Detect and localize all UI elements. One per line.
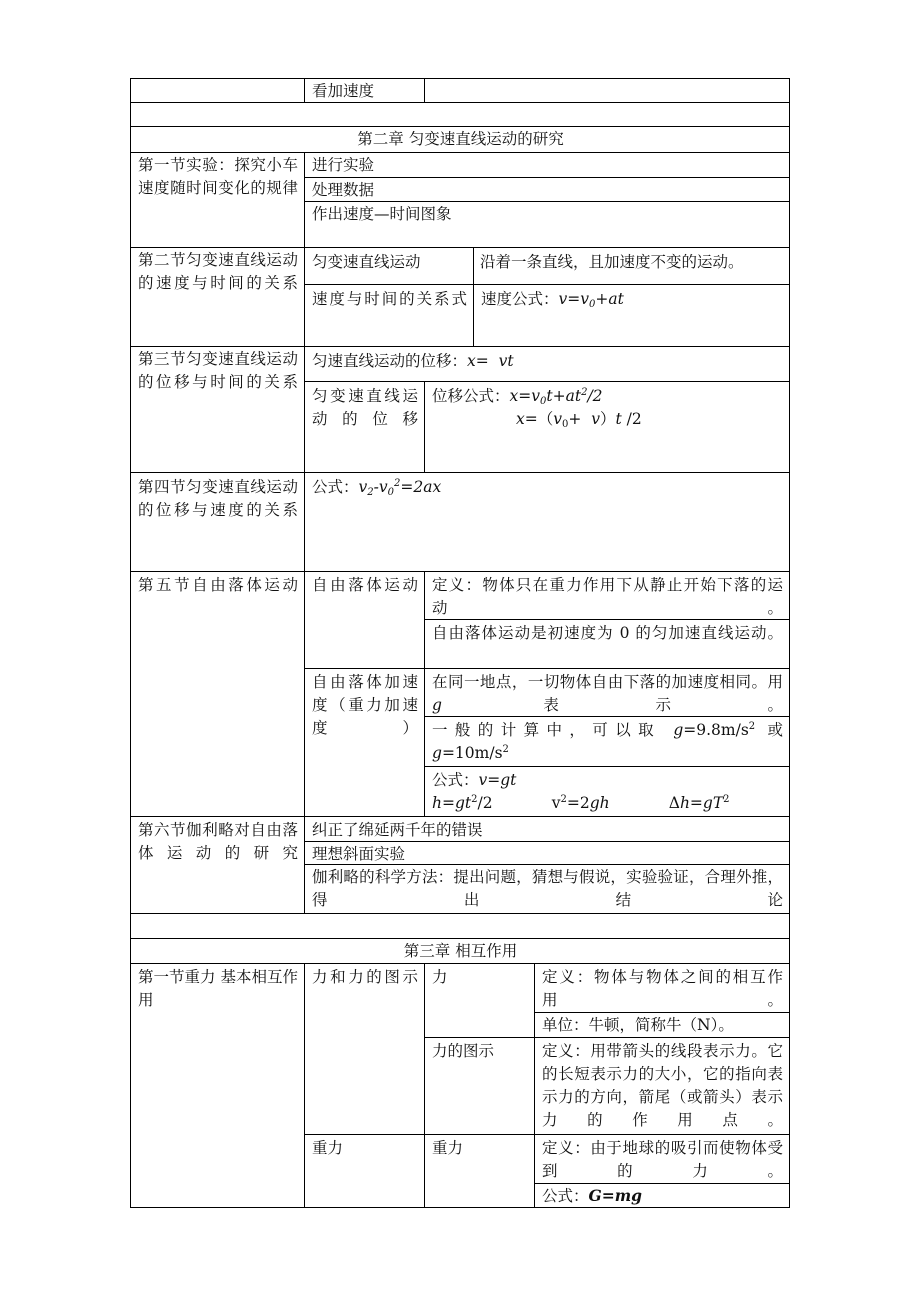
section-2-6-title: 第六节伽利略对自由落体运动的研究 bbox=[138, 821, 298, 862]
gravity-formula-prefix: 公式： bbox=[542, 1187, 589, 1205]
free-fall-formulas bbox=[425, 767, 789, 816]
rule bbox=[130, 78, 790, 79]
uniform-accel-displacement-label: 匀变速直线运动的位移 bbox=[312, 387, 418, 428]
section-2-6-item: 伽利略的科学方法：提出问题，猜想与假说，实验验证，合理外推，得出结论 bbox=[312, 868, 783, 909]
gravity-accel-fact: 在同一地点，一切物体自由下落的加速度相同。用 g 表示。 bbox=[432, 673, 783, 714]
free-fall-formula-1: v=gt bbox=[478, 771, 517, 789]
section-2-2-title: 第二节匀变速直线运动的速度与时间的关系 bbox=[138, 251, 298, 292]
gravity-definition: 定义：由于地球的吸引而使物体受到的力。 bbox=[542, 1139, 783, 1180]
top-row-cell: 看加速度 bbox=[312, 82, 375, 100]
free-fall-label: 自由落体运动 bbox=[312, 576, 418, 594]
rule bbox=[130, 1207, 790, 1208]
force-label: 力 bbox=[432, 968, 448, 986]
chapter-2-title: 第二章 匀变速直线运动的研究 bbox=[357, 130, 564, 148]
velocity-formula-prefix: 速度公式： bbox=[481, 290, 559, 308]
rule bbox=[130, 913, 790, 914]
section-2-1-item: 进行实验 bbox=[312, 156, 375, 174]
force-diagram-definition: 定义：用带箭头的线段表示力。它的长短表示力的大小，它的指向表示力的方向，箭尾（或箭头）表示力的作用点。 bbox=[542, 1042, 783, 1129]
gravity-sublabel: 重力 bbox=[432, 1139, 464, 1157]
velocity-time-label: 速度与时间的关系式 bbox=[312, 290, 467, 308]
uniform-accel-definition: 沿着一条直线，且加速度不变的运动。 bbox=[480, 253, 744, 271]
displacement-formula-2: $x=(v_0+ v)t$ /2 bbox=[516, 410, 642, 430]
rule bbox=[130, 102, 790, 103]
free-fall-formula-2-4: $h=gt^2/2$ $v^2=2gh$ $\Delta h=gT^2$ bbox=[432, 794, 730, 812]
velocity-displacement-formula bbox=[305, 473, 789, 571]
section-2-1-item: 作出速度—时间图象 bbox=[312, 205, 452, 223]
force-diagram-label: 力的图示 bbox=[432, 1042, 495, 1060]
section-3-1-title: 第一节重力 基本相互作用 bbox=[138, 968, 298, 1009]
displacement-formulas bbox=[425, 382, 789, 472]
chapter-3-title: 第三章 相互作用 bbox=[403, 942, 518, 960]
rule bbox=[424, 78, 425, 102]
force-definition: 定义：物体与物体之间的相互作用。 bbox=[542, 968, 783, 1009]
gravity-formula-text: G=mg bbox=[588, 1186, 642, 1205]
uniform-accel-label: 匀变速直线运动 bbox=[312, 253, 421, 271]
displacement-formula-1: $x=v_0t+at^2/2$ bbox=[509, 387, 603, 407]
section-2-1-title: 第一节实验：探究小车速度随时间变化的规律 bbox=[138, 156, 298, 197]
uniform-displacement-formula: x= vt bbox=[467, 352, 514, 370]
free-fall-formula-prefix: 公式： bbox=[432, 771, 479, 789]
uniform-displacement bbox=[305, 347, 789, 381]
section-2-6-item: 纠正了绵延两千年的错误 bbox=[312, 821, 483, 839]
gravity-accel-label: 自由落体加速度（重力加速度） bbox=[312, 673, 418, 737]
gravity-label: 重力 bbox=[312, 1139, 344, 1157]
free-fall-definition: 定义：物体只在重力作用下从静止开始下落的运动。 bbox=[432, 576, 783, 617]
velocity-formula bbox=[474, 285, 789, 346]
velocity-displacement-prefix: 公式： bbox=[312, 478, 359, 496]
free-fall-fact: 自由落体运动是初速度为 0 的匀加速直线运动。 bbox=[432, 624, 783, 642]
section-2-4-title: 第四节匀变速直线运动的位移与速度的关系 bbox=[138, 478, 298, 519]
rule bbox=[789, 78, 790, 1208]
gravity-formula bbox=[535, 1184, 789, 1207]
section-2-1-item: 处理数据 bbox=[312, 181, 375, 199]
force-and-diagram-label: 力和力的图示 bbox=[312, 968, 418, 986]
velocity-displacement-text: $v_2-v_0^2=2ax$ bbox=[358, 478, 442, 498]
force-unit: 单位：牛顿，简称牛（N）。 bbox=[542, 1016, 734, 1034]
section-2-6-item: 理想斜面实验 bbox=[312, 845, 406, 863]
section-2-3-title: 第三节匀变速直线运动的位移与时间的关系 bbox=[138, 350, 298, 391]
uniform-displacement-text: 匀速直线运动的位移： bbox=[312, 352, 468, 370]
velocity-formula-text: $v=v_0+at$ bbox=[558, 290, 624, 310]
section-2-5-title: 第五节自由落体运动 bbox=[138, 576, 298, 594]
displacement-formula-prefix: 位移公式： bbox=[432, 387, 510, 405]
gravity-accel-values: 一般的计算中，可以取 $g=9.8m/s^2$ 或 $g=10m/s^2$ bbox=[432, 721, 783, 762]
